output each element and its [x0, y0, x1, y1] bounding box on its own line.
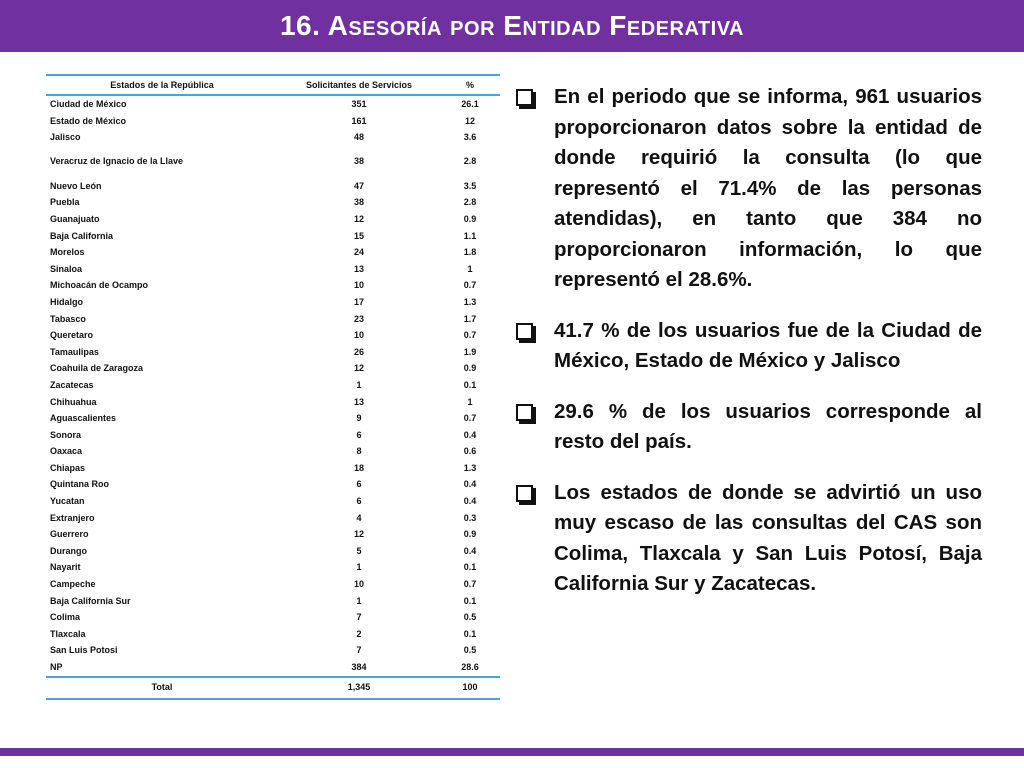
cell-state: Colima [50, 612, 81, 623]
slide-title-bar [0, 0, 1024, 52]
cell-percent: 0.9 [463, 529, 477, 540]
cell-state: Coahuila de Zaragoza [50, 363, 144, 374]
cell-percent: 3.5 [463, 180, 477, 191]
cell-requesters: 26 [353, 346, 364, 357]
table-row [46, 377, 500, 394]
table-row [46, 476, 500, 493]
table-row [46, 659, 500, 677]
table-row [46, 344, 500, 361]
cell-percent: 0.4 [463, 479, 477, 490]
cell-state: Queretaro [50, 330, 94, 341]
table-row [46, 559, 500, 576]
cell-requesters: 13 [353, 263, 364, 274]
table-body [46, 95, 500, 699]
cell-state: Estado de México [50, 115, 127, 126]
cell-requesters: 384 [278, 659, 440, 677]
cell-requesters: 1 [356, 562, 362, 573]
cell-state: Guanajuato [50, 213, 100, 224]
cell-state: Sinaloa [50, 263, 83, 274]
total-percent: 100 [440, 677, 500, 699]
table-total-row [46, 677, 500, 699]
table-row [46, 576, 500, 593]
cell-percent: 12 [464, 115, 475, 126]
cell-state: Durango [50, 545, 87, 556]
cell-percent: 0.7 [463, 579, 477, 590]
cell-state: Morelos [50, 247, 85, 258]
table-row [46, 194, 500, 211]
cell-requesters: 15 [353, 230, 364, 241]
header-state: Estados de la República [46, 75, 278, 95]
cell-requesters: 7 [356, 645, 362, 656]
table-row [46, 642, 500, 659]
cell-state: Hidalgo [50, 296, 83, 307]
table-row [46, 543, 500, 560]
cell-percent: 0.1 [463, 562, 477, 573]
bullet-text: 29.6 % de los usuarios corresponde al resto del país. [554, 399, 982, 453]
table-row [46, 493, 500, 510]
table-row [46, 460, 500, 477]
cell-percent: 1.8 [463, 247, 477, 258]
table-row [46, 294, 500, 311]
cell-requesters: 6 [356, 429, 362, 440]
cell-state: Puebla [50, 197, 80, 208]
cell-requesters: 1 [356, 595, 362, 606]
cell-requesters: 47 [353, 180, 364, 191]
cell-state: Quintana Roo [50, 479, 109, 490]
table-row [46, 311, 500, 328]
cell-percent: 0.6 [463, 446, 477, 457]
table-row [46, 277, 500, 294]
bullet-list [512, 82, 982, 620]
table-row [46, 609, 500, 626]
cell-state: Ciudad de México [50, 99, 127, 109]
table-row [46, 178, 500, 195]
footer-bar [0, 748, 1024, 756]
cell-state: Tabasco [50, 313, 86, 324]
cell-percent: 0.1 [463, 595, 477, 606]
table-row [46, 510, 500, 527]
cell-requesters: 6 [356, 496, 362, 507]
cell-percent: 0.7 [463, 280, 477, 291]
checkbox-bullet-icon [516, 89, 533, 106]
states-table-container [46, 74, 500, 700]
table-row [46, 443, 500, 460]
cell-requesters: 7 [356, 612, 362, 623]
header-percent: % [440, 75, 500, 95]
table-row [46, 244, 500, 261]
cell-percent: 2.8 [463, 156, 477, 167]
cell-state: Chihuahua [50, 396, 97, 407]
cell-state: Zacatecas [50, 379, 94, 390]
cell-percent: 1 [467, 263, 473, 274]
bullet-item [512, 478, 982, 600]
cell-state: Aguascalientes [50, 413, 117, 424]
checkbox-bullet-icon [516, 404, 533, 421]
cell-requesters: 2 [356, 628, 362, 639]
cell-state: Chiapas [50, 462, 86, 473]
table-row [46, 261, 500, 278]
cell-percent: 0.7 [463, 330, 477, 341]
bullet-item [512, 397, 982, 458]
cell-requesters: 48 [353, 132, 364, 143]
cell-state: Baja California Sur [50, 595, 131, 606]
table-row [46, 360, 500, 377]
table-row [46, 146, 500, 178]
cell-percent: 0.9 [463, 363, 477, 374]
cell-state: Extranjero [50, 512, 95, 523]
cell-state: Sonora [50, 429, 82, 440]
table-row [46, 427, 500, 444]
cell-requesters: 12 [353, 363, 364, 374]
cell-state: Veracruz de Ignacio de la Llave [50, 156, 184, 167]
table-row [46, 626, 500, 643]
cell-state: Tamaulipas [50, 346, 99, 357]
cell-requesters: 17 [353, 296, 364, 307]
cell-percent: 2.8 [463, 197, 477, 208]
table-row [46, 410, 500, 427]
table-row [46, 593, 500, 610]
cell-state: San Luis Potosi [50, 645, 118, 656]
cell-percent: 1.3 [463, 462, 477, 473]
cell-percent: 0.9 [463, 213, 477, 224]
cell-requesters: 10 [353, 280, 364, 291]
cell-state: Tlaxcala [50, 628, 86, 639]
cell-requesters: 24 [353, 247, 364, 258]
cell-state: Nayarit [50, 562, 81, 573]
bullet-text: En el periodo que se informa, 961 usuarios proporcionaron datos sobre la entidad de donde requirió la consulta (lo que representó el 71.4% de las personas atendidas), en tanto que 384 no proporcionaron información, lo que representó el 28.6%. [554, 85, 982, 291]
cell-requesters: 12 [353, 213, 364, 224]
total-label: Total [46, 677, 278, 699]
table-header-row [46, 75, 500, 95]
cell-requesters: 8 [356, 446, 362, 457]
cell-percent: 0.3 [463, 512, 477, 523]
cell-percent: 1.7 [463, 313, 477, 324]
cell-percent: 1.9 [463, 346, 477, 357]
table-row [46, 327, 500, 344]
cell-state: Nuevo León [50, 180, 102, 191]
checkbox-bullet-icon [516, 485, 533, 502]
cell-percent: 1 [467, 396, 473, 407]
bullet-text: Los estados de donde se advirtió un uso muy escaso de las consultas del CAS son Colima, Tlaxcala y San Luis Potosí, Baja California Sur y Zacatecas. [554, 480, 982, 595]
cell-requesters: 10 [353, 579, 364, 590]
cell-requesters: 13 [353, 396, 364, 407]
total-requesters: 1,345 [278, 677, 440, 699]
cell-requesters: 351 [351, 99, 367, 109]
table-row [46, 526, 500, 543]
cell-requesters: 161 [351, 115, 367, 126]
cell-percent: 1.1 [463, 230, 477, 241]
cell-percent: 0.5 [463, 612, 477, 623]
cell-state: Michoacán de Ocampo [50, 280, 149, 291]
cell-requesters: 38 [353, 156, 364, 167]
cell-requesters: 18 [353, 462, 364, 473]
cell-requesters: 10 [353, 330, 364, 341]
cell-percent: 26.1 [461, 99, 479, 109]
cell-requesters: 4 [356, 512, 362, 523]
bullet-text: 41.7 % de los usuarios fue de la Ciudad de México, Estado de México y Jalisco [554, 318, 982, 372]
header-requesters: Solicitantes de Servicios [278, 75, 440, 95]
states-table [46, 74, 500, 700]
table-row [46, 95, 500, 113]
cell-requesters: 38 [353, 197, 364, 208]
cell-percent: 0.4 [463, 545, 477, 556]
table-row [46, 113, 500, 130]
cell-requesters: 12 [353, 529, 364, 540]
cell-percent: 0.1 [463, 628, 477, 639]
cell-requesters: 9 [356, 413, 362, 424]
cell-requesters: 23 [353, 313, 364, 324]
cell-state: Campeche [50, 579, 96, 590]
cell-percent: 1.3 [463, 296, 477, 307]
cell-state: NP [46, 659, 278, 677]
cell-percent: 3.6 [463, 132, 477, 143]
bullet-item [512, 82, 982, 296]
cell-percent: 0.4 [463, 496, 477, 507]
cell-percent: 0.1 [463, 379, 477, 390]
cell-requesters: 5 [356, 545, 362, 556]
table-row [46, 394, 500, 411]
cell-percent: 0.7 [463, 413, 477, 424]
slide-title: 16. Asesoría por Entidad Federativa [279, 10, 744, 41]
table-row [46, 129, 500, 146]
cell-percent: 28.6 [440, 659, 500, 677]
cell-percent: 0.5 [463, 645, 477, 656]
table-row [46, 211, 500, 228]
cell-state: Jalisco [50, 132, 81, 143]
table-row [46, 228, 500, 245]
cell-percent: 0.4 [463, 429, 477, 440]
checkbox-bullet-icon [516, 323, 533, 340]
cell-state: Oaxaca [50, 446, 83, 457]
cell-state: Guerrero [50, 529, 89, 540]
cell-requesters: 1 [356, 379, 362, 390]
cell-requesters: 6 [356, 479, 362, 490]
cell-state: Baja California [50, 230, 114, 241]
cell-state: Yucatan [50, 496, 85, 507]
bullet-item [512, 316, 982, 377]
